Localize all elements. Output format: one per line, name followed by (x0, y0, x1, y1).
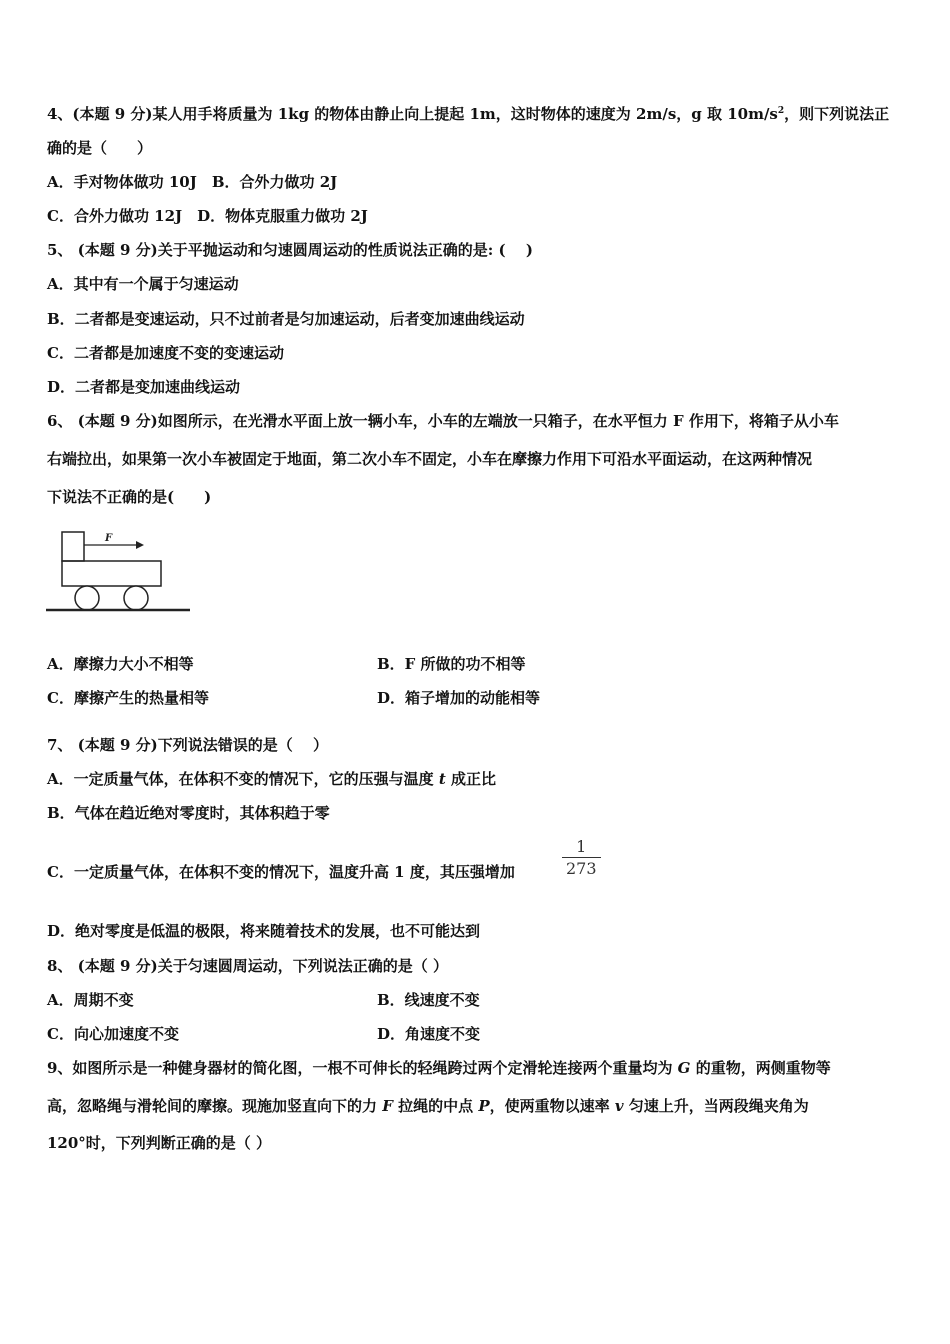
q6-stem-line-1: 6、 (本题 9 分)如图所示，在光滑水平面上放一辆小车，小车的左端放一只箱子，在水平恒力 F 作用下，将箱子从小车 (47, 412, 839, 430)
q5-option-c: C．二者都是加速度不变的变速运动 (47, 344, 284, 362)
fraction-1-over-273 (562, 837, 601, 880)
q5-option-d: D．二者都是变加速曲线运动 (47, 378, 241, 396)
q6-option-a: A．摩擦力大小不相等 (47, 655, 194, 673)
q4-stem-line-1: 4、(本题 9 分)某人用手将质量为 1kg 的物体由静止向上提起 1m，这时物体的速度为 2m/s，g 取 $10m/s^2$，则下列说法正 (47, 105, 890, 123)
q9-stem-line-3: 120°时，下列判断正确的是（ ） (47, 1134, 272, 1152)
fraction-numerator: 1 (562, 837, 601, 858)
q7-option-c: C．一定质量气体，在体积不变的情况下，温度升高 1 度，其压强增加 (47, 863, 515, 881)
q5-stem: 5、 (本题 9 分)关于平抛运动和匀速圆周运动的性质说法正确的是: ( ) (47, 241, 533, 259)
q6-option-d: D．箱子增加的动能相等 (377, 689, 541, 707)
force-arrowhead (136, 541, 144, 549)
q8-option-c: C．向心加速度不变 (47, 1025, 179, 1043)
q8-option-b: B．线速度不变 (377, 991, 480, 1009)
q7-option-a: A．一定质量气体，在体积不变的情况下，它的压强与温度 t 成正比 (47, 770, 497, 788)
force-label: F (105, 533, 113, 544)
cart-box-figure (44, 526, 194, 616)
q6-stem-line-2: 右端拉出，如果第一次小车被固定于地面，第二次小车不固定，小车在摩擦力作用下可沿水平面运动，在这两种情况 (47, 450, 813, 468)
q7-stem: 7、 (本题 9 分)下列说法错误的是（ ） (47, 736, 328, 754)
q4-options-ab: A．手对物体做功 10J B．合外力做功 2J (47, 173, 338, 191)
q7-option-b: B．气体在趋近绝对零度时，其体积趋于零 (47, 804, 330, 822)
q8-stem: 8、 (本题 9 分)关于匀速圆周运动，下列说法正确的是（ ） (47, 957, 448, 975)
box-on-cart (62, 532, 84, 561)
q6-option-b: B．F 所做的功不相等 (377, 655, 526, 673)
q6-stem-line-3: 下说法不正确的是( ) (47, 488, 212, 506)
fraction-denominator: 273 (566, 859, 597, 878)
q9-stem-line-1: 9、如图所示是一种健身器材的简化图，一根不可伸长的轻绳跨过两个定滑轮连接两个重量均为 G 的重物，两侧重物等 (47, 1059, 831, 1077)
cart-body (62, 561, 161, 586)
q8-option-d: D．角速度不变 (377, 1025, 481, 1043)
q4-options-cd: C．合外力做功 12J D．物体克服重力做功 2J (47, 207, 368, 225)
q9-stem-line-2: 高，忽略绳与滑轮间的摩擦。现施加竖直向下的力 F 拉绳的中点 P，使两重物以速率 v 匀速上升，当两段绳夹角为 (47, 1097, 809, 1115)
cart-wheel-left (75, 586, 99, 610)
q7-option-d: D．绝对零度是低温的极限，将来随着技术的发展，也不可能达到 (47, 922, 481, 940)
q4-stem-line-2: 确的是（ ） (47, 139, 153, 157)
q5-option-a: A．其中有一个属于匀速运动 (47, 275, 239, 293)
q6-option-c: C．摩擦产生的热量相等 (47, 689, 209, 707)
q8-option-a: A．周期不变 (47, 991, 134, 1009)
q5-option-b: B．二者都是变速运动，只不过前者是匀加速运动，后者变加速曲线运动 (47, 310, 525, 328)
cart-wheel-right (124, 586, 148, 610)
